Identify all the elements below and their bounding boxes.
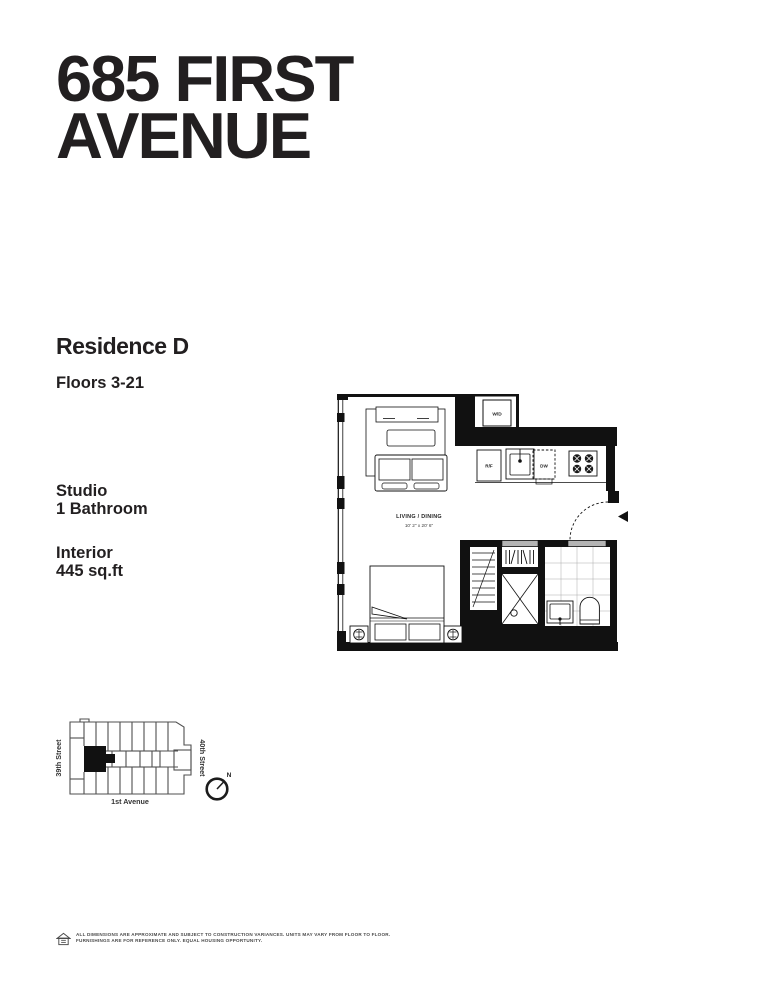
sofa-icon [375,455,447,491]
bed-icon [370,566,444,643]
bathroom-floor [545,547,610,626]
street-left-label: 39th Street [54,739,63,777]
kitchen-sink-icon [506,449,534,479]
disclaimer-line2: FURNISHINGS ARE FOR REFERENCE ONLY. EQUAL HOUSING OPPORTUNITY. [76,938,263,944]
washer-dryer-label: W/D [492,412,502,418]
hanging-closet [502,547,538,567]
interior-label: Interior [56,544,113,562]
interior-area: 445 sq.ft [56,561,123,580]
shower-icon [502,574,538,624]
interior-block [56,545,123,580]
room-dimensions: 10' 2" x 20' 6" [404,523,434,528]
coffee-table [387,430,435,446]
stove-icon [569,451,597,476]
highlighted-unit [84,746,115,772]
compass-north-label: N [226,772,232,779]
bathroom-sink-icon [547,601,573,625]
disclaimer-line1: ALL DIMENSIONS ARE APPROXIMATE AND SUBJECT TO CONSTRUCTION VARIANCES. UNITS MAY VARY FROM FLOOR TO FLOOR. [76,932,391,937]
linen-closet [470,547,497,610]
floor-outlet-right-icon [444,626,462,643]
unit-bathrooms: 1 Bathroom [56,499,148,518]
unit-type: Studio [56,482,108,500]
sofa-group [366,407,447,491]
street-right-label: 40th Street [198,739,207,777]
residence-name: Residence D [56,333,189,359]
floor-range: Floors 3-21 [56,374,145,392]
disclaimer [56,932,390,946]
avenue-label: 1st Avenue [111,797,149,806]
refrigerator-label: R/F [485,463,493,469]
window-wall [337,396,345,642]
room-label: LIVING / DINING [396,514,442,520]
entry-arrow-icon [618,511,628,522]
building-title-line1: 685 FIRST [56,42,353,115]
floor-outlet-left-icon [350,626,368,643]
compass-icon [207,779,228,800]
dishwasher-label: DW [540,463,548,469]
key-plan [50,705,250,810]
floor-plan [337,394,630,652]
unit-type-block [56,483,148,518]
building-title-line2: AVENUE [56,99,311,172]
toilet-icon [580,597,599,624]
console-table [376,407,438,422]
equal-housing-icon [56,932,71,946]
building-title [56,42,353,172]
entry-door-swing [570,502,608,540]
